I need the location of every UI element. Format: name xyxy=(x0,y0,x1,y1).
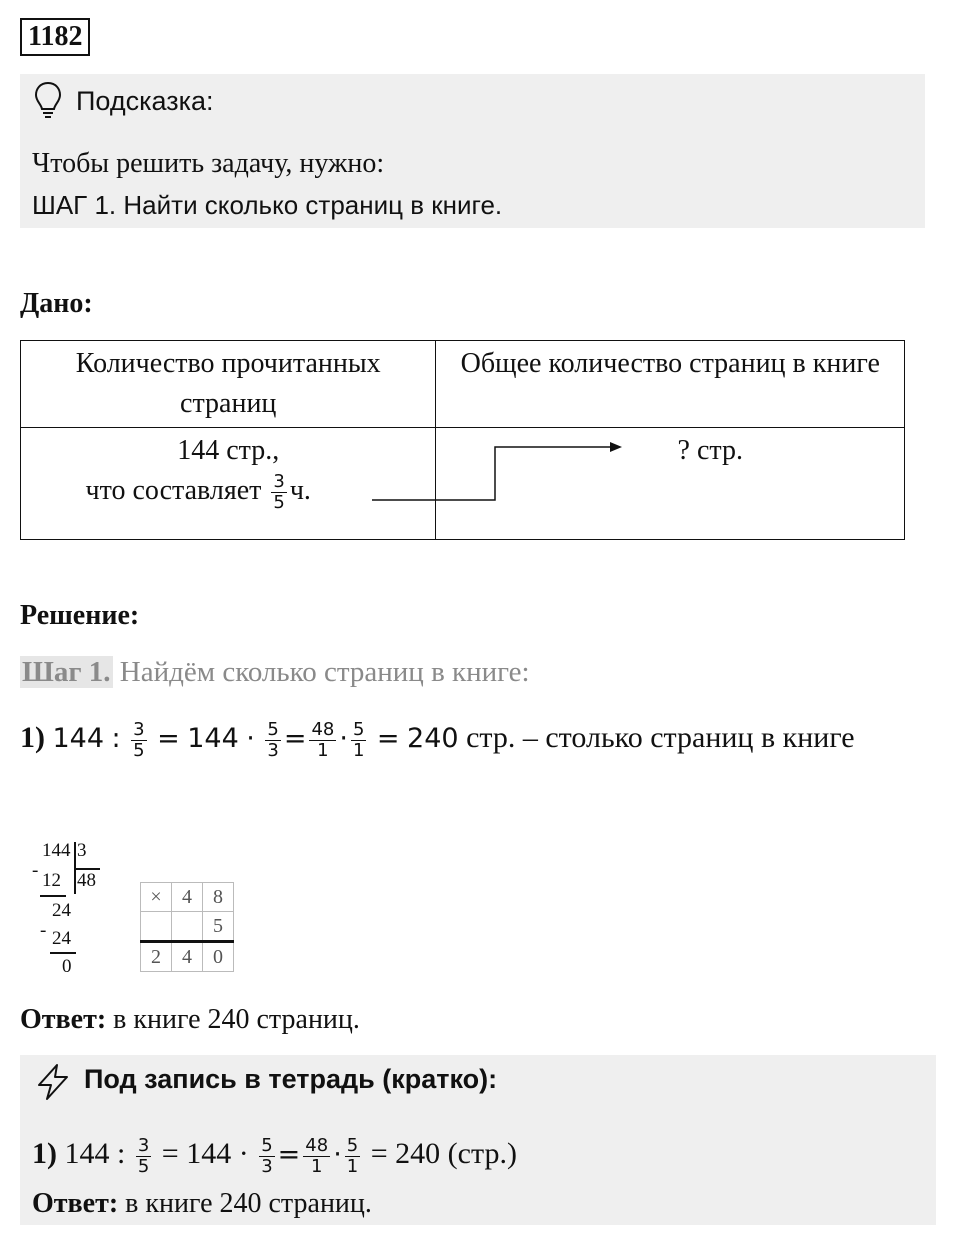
multiplication-grid: × 4 8 5 2 4 0 xyxy=(140,882,234,972)
solution-step-tag: Шаг 1. xyxy=(22,656,111,688)
task-number: 1182 xyxy=(20,18,90,56)
equation-number: 1) xyxy=(20,721,45,754)
lightning-icon xyxy=(33,1062,73,1102)
answer-label: Ответ: xyxy=(20,1004,107,1035)
fraction-3-5: $\frac{3}{5}$ xyxy=(133,718,145,761)
equation-result-text: стр. – столько страниц в книге xyxy=(458,721,855,754)
notes-title: Под запись в тетрадь (кратко): xyxy=(84,1064,498,1094)
solution-step-text: Найдём сколько страниц в книге: xyxy=(112,656,530,688)
fraction-48-1: $\frac{48}{1}$ xyxy=(311,718,335,761)
solution-equation: 1) 144 : $\frac{3}{5}$ = 144 · $\frac{5}{3}$ = $\frac{48}{1}$ · $\frac{5}{1}$ = 240 стр. – столько страниц в книге xyxy=(20,718,855,761)
hint-step-label: ШАГ 1. xyxy=(32,190,117,220)
given-read-text: что составляет xyxy=(85,475,262,506)
hint-intro: Чтобы решить задачу, нужно: xyxy=(32,148,385,179)
given-heading: Дано: xyxy=(20,288,93,319)
given-total-value: ? стр. xyxy=(677,435,743,466)
notes-answer xyxy=(32,1188,372,1220)
answer xyxy=(20,1004,360,1036)
answer-text: в книге 240 страниц. xyxy=(106,1004,360,1035)
hint-step-text: Найти сколько страниц в книге. xyxy=(116,190,503,220)
notes-answer-text: в книге 240 страниц. xyxy=(118,1188,372,1219)
long-division: 144 3 48 - 12 24 - 24 0 xyxy=(30,840,110,980)
solution-heading: Решение: xyxy=(20,600,140,631)
given-read-value: 144 стр., xyxy=(177,435,280,466)
solution-step xyxy=(20,656,530,689)
notes-equation: 1) 144 : $\frac{3}{5}$ = 144 · $\frac{5}{3}$ = $\frac{48}{1}$ · $\frac{5}{1}$ = 240 (стр.) xyxy=(32,1134,517,1177)
fraction-5-1: $\frac{5}{1}$ xyxy=(352,718,365,761)
given-header-read: Количество прочитанных страниц xyxy=(21,341,436,428)
notes-answer-label: Ответ: xyxy=(32,1188,119,1219)
quotient: 48 xyxy=(77,870,96,891)
fraction-5-3: $\frac{5}{3}$ xyxy=(267,718,279,761)
dividend: 144 xyxy=(42,840,71,861)
given-fraction: $\frac{3}{5}$ xyxy=(273,471,285,514)
given-header-total: Общее количество страниц в книге xyxy=(436,341,905,428)
hint-title: Подсказка: xyxy=(76,86,214,116)
divisor: 3 xyxy=(77,840,87,861)
given-read-unit: ч. xyxy=(289,475,311,506)
relation-arrow xyxy=(0,0,960,600)
